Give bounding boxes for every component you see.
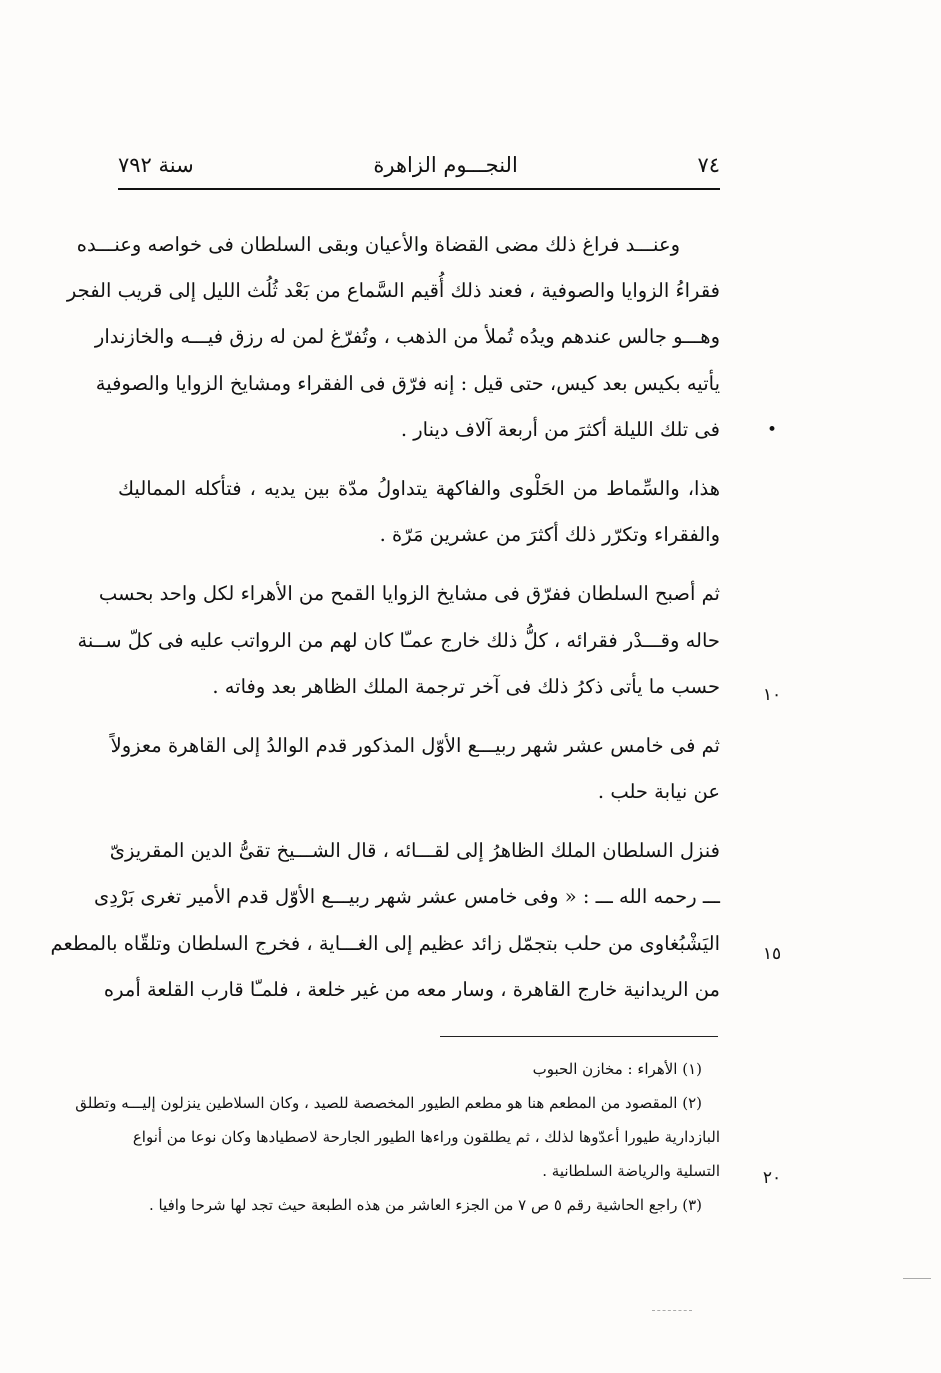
scan-mark: [652, 1310, 692, 1311]
text-line: وهـــو جالس عندهم ويدُه تُملأ من الذهب ، وتُفرّغ لمن له رزق فيـــه والخازندار: [94, 325, 720, 349]
main-text: [50, 222, 720, 1013]
paragraph: [50, 828, 720, 1013]
text-line: فنزل السلطان الملك الظاهرُ إلى لقـــائه ، قال الشـــيخ تقىُّ الدين المقريزىّ: [109, 839, 720, 863]
margin-line-number: ١٥: [762, 944, 782, 964]
margin-line-number: ١٠: [762, 685, 782, 705]
text-line: حاله وقـــدْر فقرائه ، كلُّ ذلك خارج عمـّا كان لهم من الرواتب عليه فى كلّ ســنة: [77, 628, 720, 652]
text-line: من الريدانية خارج القاهرة ، وسار معه من غير خلعة ، فلمـّا قارب القلعة أمره: [103, 977, 720, 1001]
text-line: حسب ما يأتى ذكرُ ذلك فى آخر ترجمة الملك الظاهر بعد وفاته .: [212, 674, 720, 698]
running-title: النجـــوم الزاهرة: [373, 153, 518, 177]
text-line: ـــ رحمه الله ـــ : « وفى خامس عشر شهر ربيـــع الأوّل قدم الأمير تغرى بَرْدِى: [93, 885, 720, 909]
margin-line-number: ٢٠: [762, 1168, 782, 1188]
footnote: (١) الأهراء : مخازن الحبوب: [532, 1060, 702, 1078]
year-label: سنة ٧٩٢: [118, 153, 194, 177]
text-line: والفقراء وتكرّر ذلك أكثرَ من عشرين مَرّة .: [379, 523, 720, 547]
text-line: فى تلك الليلة أكثرَ من أربعة آلاف دينار .: [400, 417, 720, 441]
footnote-rule: [440, 1036, 718, 1037]
text-line: فقراءُ الزوايا والصوفية ، فعند ذلك أُقيم السَّماع من بَعْد ثُلُث الليل إلى قريب الفجر: [66, 279, 720, 303]
footnotes: [75, 1052, 720, 1222]
header-rule: [118, 188, 720, 190]
page-number: ٧٤: [697, 153, 720, 177]
paragraph: [118, 466, 720, 558]
text-line: ثم فى خامس عشر شهر ربيـــع الأوّل المذكور قدم الوالدُ إلى القاهرة معزولاً: [110, 733, 720, 757]
scan-mark: [903, 1278, 931, 1279]
paragraph: [66, 222, 720, 453]
running-header: [118, 145, 720, 185]
footnote-continuation: البازدارية طيورا أعدّوها لذلك ، ثم يطلقون وراءها الطيور الجارحة لاصطيادها وكان نوعا من أنواع: [132, 1128, 720, 1146]
text-line: هذا، والسِّماط من الحَلْوى والفاكهة يتداولُ مدّة بين يديه ، فتأكله المماليك: [118, 476, 720, 500]
text-line: ثم أصبح السلطان ففرّق فى مشايخ الزوايا القمح من الأهراء لكل واحد بحسب: [98, 582, 720, 606]
text-line: عن نيابة حلب .: [597, 780, 720, 804]
paragraph: [77, 571, 720, 710]
text-line: اليَشْبُغاوى من حلب بتجمّل زائد عظيم إلى الغـــاية ، فخرج السلطان وتلقّاه بالمطعم: [50, 931, 720, 955]
footnote: (٢) المقصود من المطعم هنا هو مطعم الطيور المخصصة للصيد ، وكان السلاطين ينزلون إليـــه وتطلق: [75, 1094, 702, 1112]
footnote: (٣) راجع الحاشية رقم ٥ ص ٧ من الجزء العاشر من هذه الطبعة حيث تجد لها شرحا وافيا .: [148, 1196, 702, 1214]
text-line: وعنـــد فراغ ذلك مضى القضاة والأعيان وبقى السلطان فى خواصه وعنـــده: [76, 233, 680, 256]
margin-bullet: •: [766, 420, 778, 440]
paragraph: [110, 723, 720, 815]
text-line: يأتيه بكيس بعد كيس، حتى قيل : إنه فرّق فى الفقراء ومشايخ الزوايا والصوفية: [95, 371, 720, 395]
footnote-continuation: التسلية والرياضة السلطانية .: [542, 1162, 720, 1180]
